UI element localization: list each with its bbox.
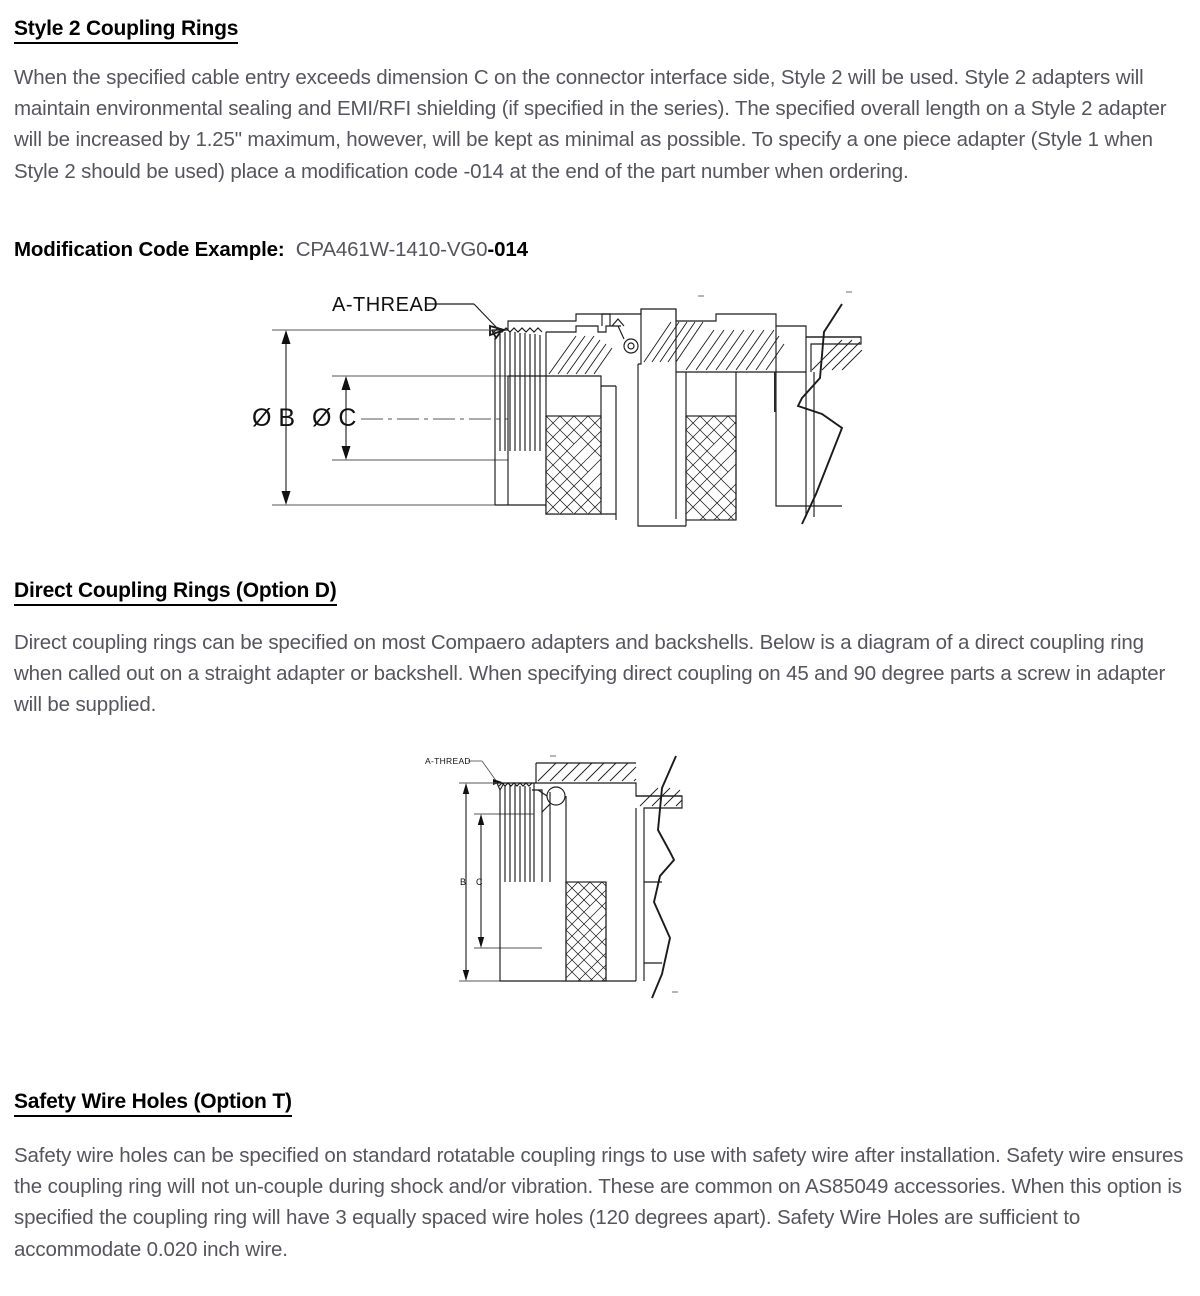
section-heading-direct-coupling bbox=[14, 578, 337, 606]
direct-coupling-ring-drawing bbox=[414, 752, 724, 1002]
dimension-b-label-2: B bbox=[460, 877, 467, 887]
modification-code-label: Modification Code Example: bbox=[14, 238, 285, 261]
a-thread-leader-2 bbox=[468, 761, 502, 785]
section-hatching-c bbox=[686, 330, 784, 370]
section-body-direct-coupling: Direct coupling rings can be specified on most Compaero adapters and backshells. Below is a diagram of a direct coupling ring when called out on a straight adapter or backshell. When specifying direct coupling on 45 and 90 degree parts a screw in adapter will be supplied. bbox=[14, 631, 1166, 717]
witness-lines bbox=[272, 330, 508, 505]
knurl-band-2-fig2 bbox=[566, 882, 606, 981]
section-body-safety-wire: Safety wire holes can be specified on standard rotatable coupling rings to use with safety wire after installation. Safety wire ensures the coupling ring will not un-couple during shock and/or vibration. These are common on AS85049 accessories. When this option is specified the coupling ring will have 3 equally spaced wire holes (120 degrees apart). Safety Wire Holes are sufficient to accommodate 0.020 inch wire. bbox=[14, 1144, 1184, 1261]
section-hatching-a bbox=[549, 336, 612, 374]
coupling-nut-body bbox=[492, 309, 862, 526]
page-title-safety-wire: Safety Wire Holes (Option T) bbox=[14, 1089, 292, 1117]
modification-code-example-line bbox=[14, 234, 528, 265]
figure-direct-coupling-ring bbox=[414, 752, 724, 1002]
section-heading-style-2 bbox=[14, 16, 238, 44]
break-line-2 bbox=[652, 756, 676, 998]
section-heading-safety-wire bbox=[14, 1089, 292, 1117]
page-title-style-2: Style 2 Coupling Rings bbox=[14, 16, 238, 44]
oring-detail bbox=[602, 314, 638, 353]
knurl-band-1 bbox=[546, 416, 601, 514]
section-body-style-2: When the specified cable entry exceeds dimension C on the connector interface side, Style 2 will be used. Style 2 adapters will maintain environmental sealing and EMI/RFI shielding (if specified in the series). The specified overall length on a Style 2 adapter will be increased by 1.25" maximum, however, will be kept as minimal as possible. To specify a one piece adapter (Style 1 when Style 2 should be used) place a modification code -014 at the end of the part number when ordering. bbox=[14, 66, 1167, 183]
section-hatching-b bbox=[644, 322, 703, 362]
page-title-direct-coupling: Direct Coupling Rings (Option D) bbox=[14, 578, 337, 606]
a-thread-label: A-THREAD bbox=[332, 294, 439, 316]
a-thread-label-2: A-THREAD bbox=[425, 756, 471, 766]
knurl-band-2 bbox=[686, 416, 736, 520]
part-number-suffix: -014 bbox=[487, 238, 528, 261]
dimension-c-label-2: C bbox=[476, 877, 483, 887]
section-hatching-2a bbox=[538, 763, 636, 781]
style-2-adapter-drawing bbox=[246, 286, 866, 536]
part-number-base: CPA461W-1410-VG0 bbox=[295, 238, 488, 261]
dimension-b-label: Ø B bbox=[252, 404, 296, 432]
dimension-c-label: Ø C bbox=[312, 404, 357, 432]
thread-region bbox=[492, 328, 542, 451]
thread-region-2 bbox=[499, 783, 532, 882]
figure-style-2-adapter bbox=[246, 286, 866, 536]
